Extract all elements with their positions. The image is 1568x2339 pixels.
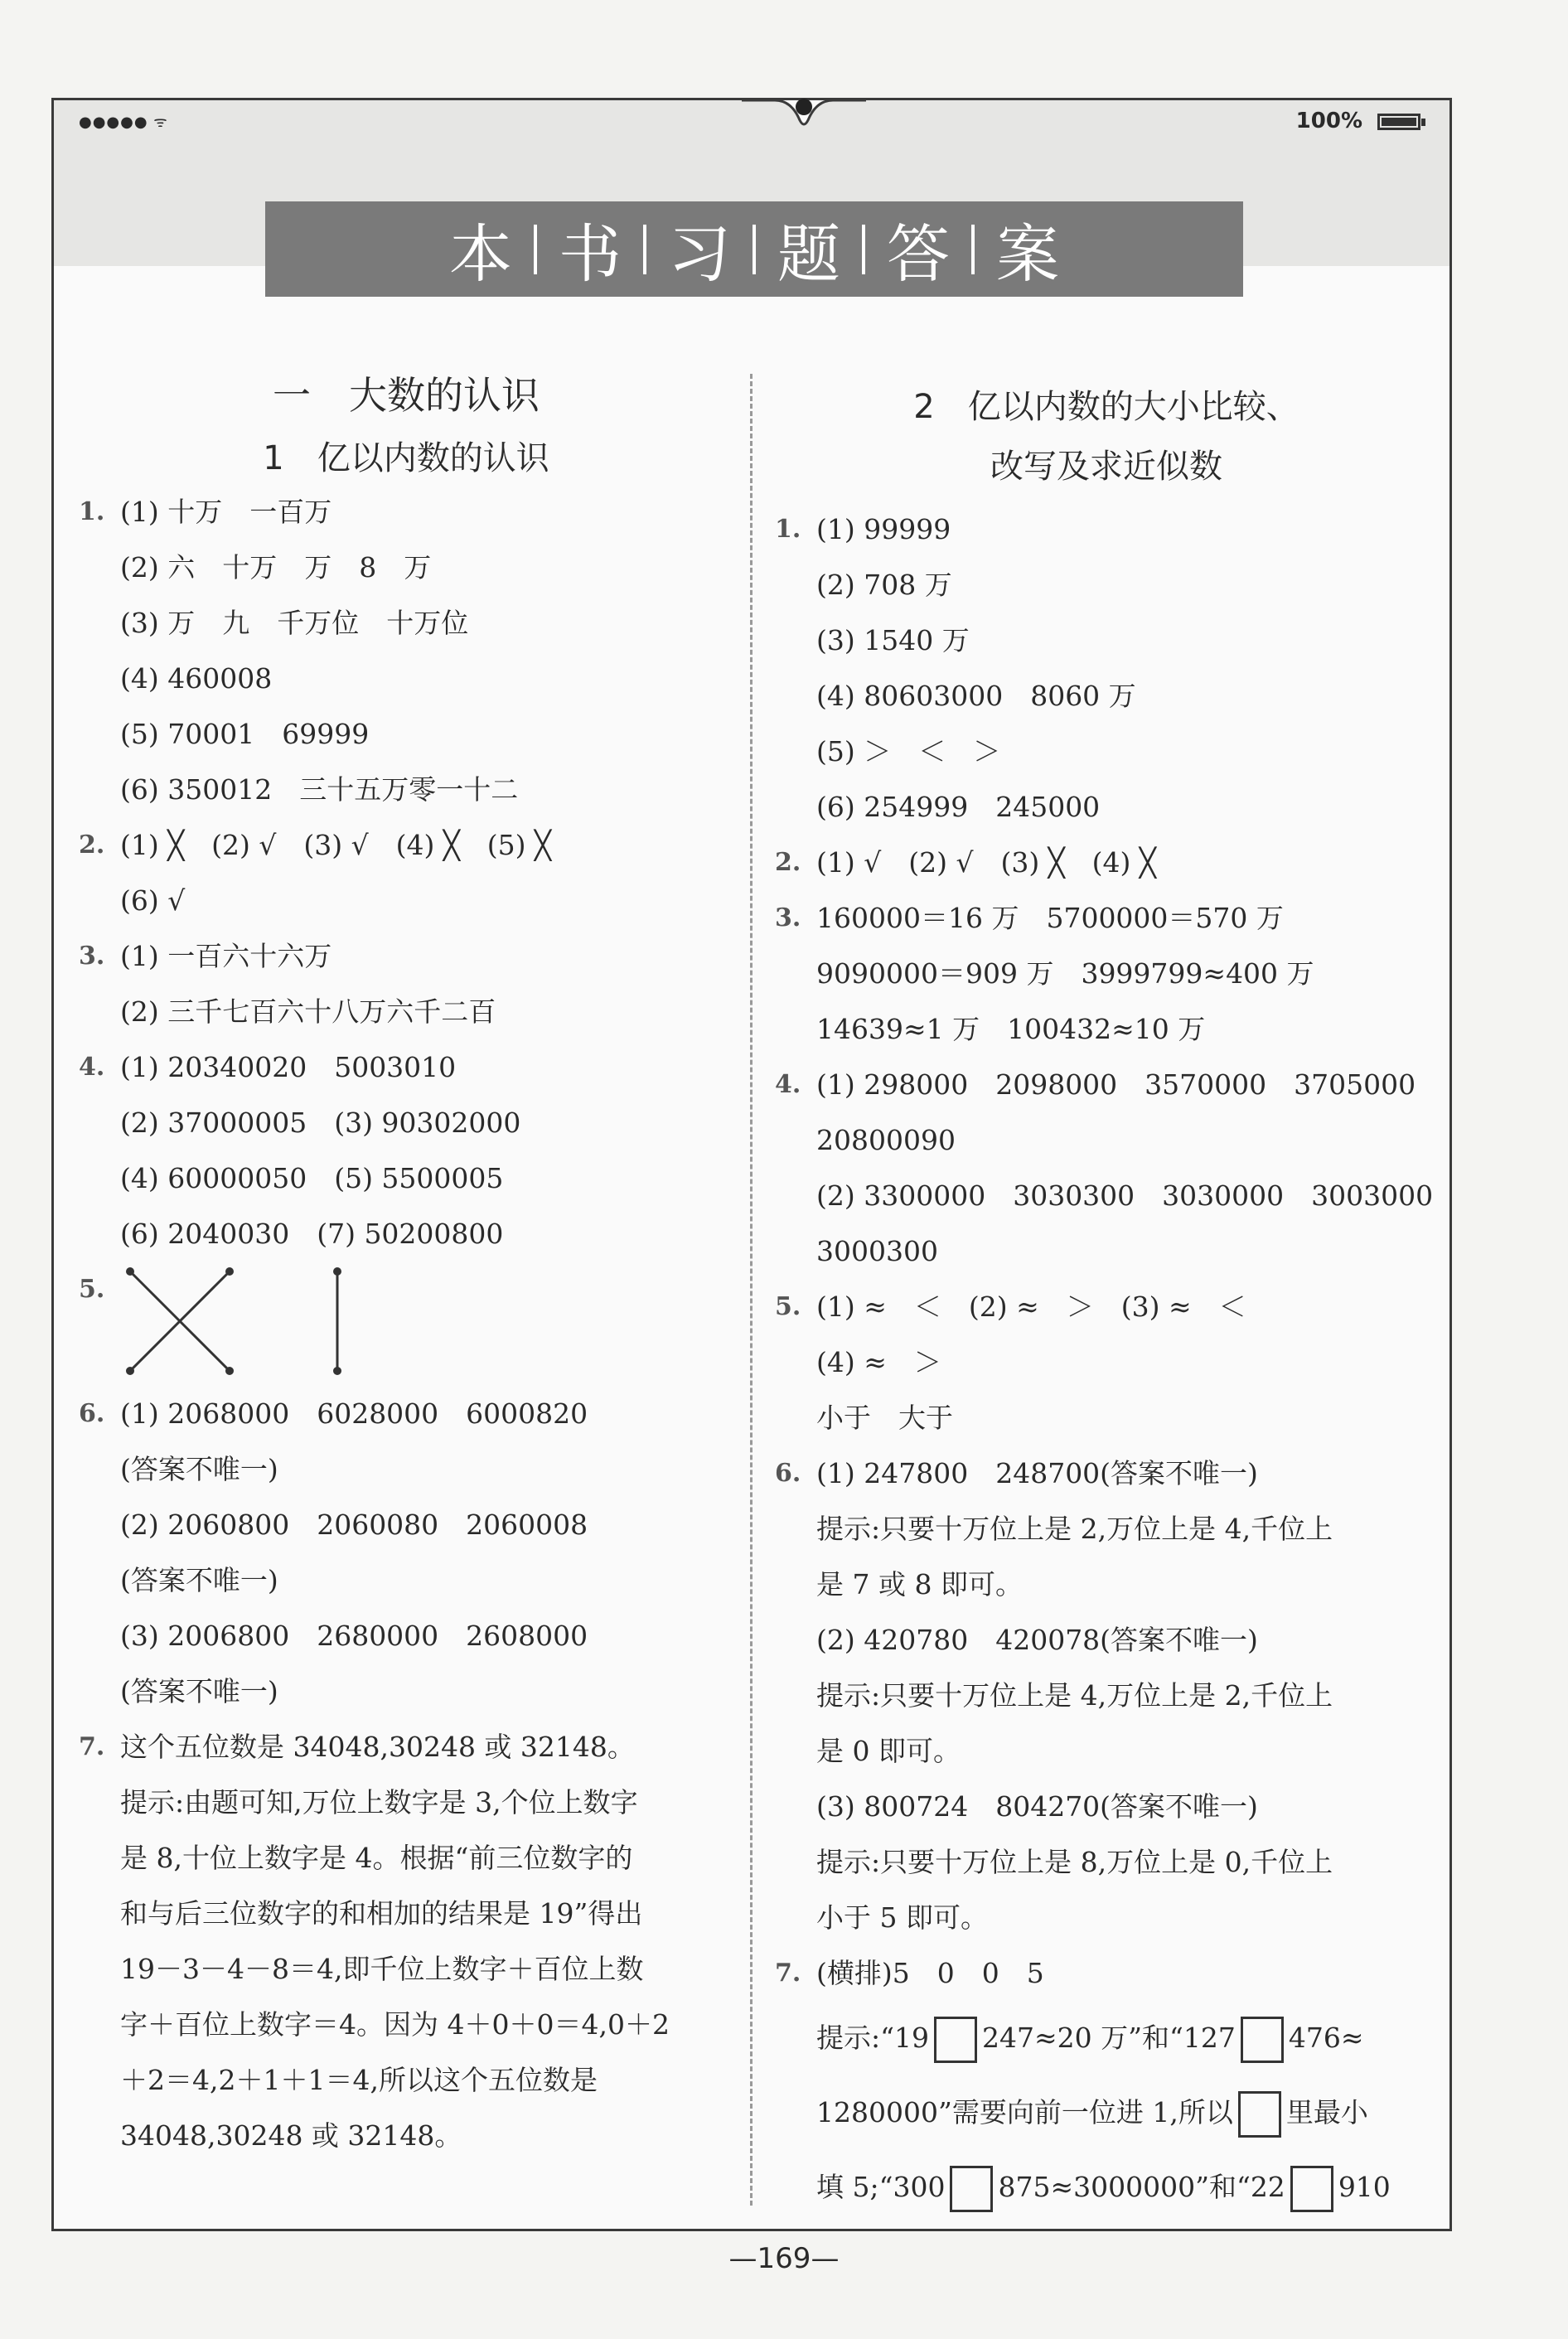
answer-line: 小于 5 即可。 (816, 1901, 988, 1934)
answer-line: (2) 六 十万 万 8 万 (120, 551, 432, 584)
hint-line (816, 2150, 1438, 2225)
hint-text: 里最小 (1285, 2096, 1368, 2128)
question-number: 2. (79, 831, 105, 860)
question-number: 6. (79, 1399, 105, 1428)
answer-line: (2) 2060800 2060080 2060008 (120, 1508, 588, 1541)
blank-box (1241, 2017, 1284, 2063)
question-number: 7. (775, 1959, 801, 1988)
answer-line: (1) 一百六十六万 (120, 940, 332, 972)
answer-line: (4) 60000050 (5) 5500005 (120, 1162, 504, 1194)
answer-line: (答案不唯一) (120, 1564, 278, 1596)
answer-line: 是 0 即可。 (816, 1735, 961, 1767)
hint-text: 910 (1338, 2171, 1391, 2203)
hint-text: 提示:“19 (816, 2022, 929, 2054)
question-number: 5. (775, 1292, 801, 1321)
answer-line: 160000＝16 万 5700000＝570 万 (816, 902, 1284, 934)
answer-line: (1) ≈ ＜ (2) ≈ ＞ (3) ≈ ＜ (816, 1291, 1246, 1323)
question-2 (79, 817, 733, 928)
answer-line: 19－3－4－8＝4,即千位上数字＋百位上数 (120, 1953, 644, 1985)
answer-line: (2) 三千七百六十八万六千二百 (120, 995, 496, 1028)
question-3 (775, 890, 1438, 1057)
question-number: 3. (79, 942, 105, 971)
matching-lines (120, 1262, 402, 1386)
answer-line: (3) 800724 804270(答案不唯一) (816, 1790, 1258, 1823)
signal-icon: ●●●●● ᯤ (79, 114, 168, 131)
question-1 (775, 501, 1438, 835)
column-divider (750, 374, 753, 2206)
question-number: 6. (775, 1459, 801, 1488)
answer-line: (3) 1540 万 (816, 624, 970, 656)
answer-line: (3) 万 九 千万位 十万位 (120, 607, 469, 639)
hint-text: 875≈3000000”和“22 (998, 2171, 1285, 2203)
question-number: 1. (79, 497, 105, 526)
section-title-cont: 改写及求近似数 (990, 448, 1222, 486)
answer-line: (4) 460008 (120, 662, 273, 695)
blank-box (934, 2017, 977, 2063)
hint-line (816, 2001, 1438, 2075)
answer-line: (1) 298000 2098000 3570000 3705000 (816, 1068, 1416, 1101)
battery-icon (1377, 114, 1420, 130)
hint-text: 247≈20 万”和“127 (981, 2022, 1236, 2054)
question-6 (775, 1446, 1438, 1945)
answer-line: 3000300 (816, 1235, 938, 1267)
question-3 (79, 928, 733, 1039)
page-title (265, 201, 1243, 297)
answer-line: (1) 十万 一百万 (120, 496, 332, 528)
answer-line: (2) 420780 420078(答案不唯一) (816, 1624, 1258, 1656)
question-6 (79, 1386, 733, 1719)
title-char: 答 (887, 217, 950, 291)
answer-line: 提示:由题可知,万位上数字是 3,个位上数字 (120, 1786, 638, 1818)
blank-box (1290, 2166, 1333, 2212)
question-2 (775, 835, 1438, 890)
question-number: 5. (79, 1275, 105, 1304)
matching-diagram (120, 1262, 733, 1386)
answer-line: (3) 2006800 2680000 2608000 (120, 1620, 588, 1652)
question-7 (79, 1719, 733, 2163)
answer-line: (6) 350012 三十五万零一十二 (120, 773, 519, 806)
answer-line: (6) √ (120, 884, 186, 917)
answer-line: 是 7 或 8 即可。 (816, 1568, 1023, 1600)
answer-line: 提示:只要十万位上是 4,万位上是 2,千位上 (816, 1679, 1333, 1712)
question-number: 3. (775, 903, 801, 932)
answer-line: (4) 80603000 8060 万 (816, 680, 1136, 712)
question-number: 1. (775, 515, 801, 544)
question-number: 7. (79, 1732, 105, 1761)
left-column (79, 366, 733, 2163)
answer-line: (4) ≈ ＞ (816, 1346, 941, 1378)
answer-line: ＋2＝4,2＋1＋1＝4,所以这个五位数是 (120, 2064, 598, 2096)
page-number: —169— (728, 2242, 840, 2275)
question-number: 4. (775, 1070, 801, 1099)
answer-line: (答案不唯一) (120, 1453, 278, 1485)
answer-line: (1) 20340020 5003010 (120, 1051, 457, 1083)
answer-line: (横排)5 0 0 5 (816, 1957, 1044, 1989)
hint-text: 填 5;“300 (816, 2171, 946, 2203)
battery-percent: 100% (1295, 109, 1362, 133)
question-1 (79, 484, 733, 817)
question-number: 2. (775, 848, 801, 877)
blank-box (950, 2166, 993, 2212)
question-5 (79, 1262, 733, 1386)
answer-line: (1) 99999 (816, 513, 951, 545)
answer-line: (6) 254999 245000 (816, 791, 1101, 823)
question-4 (775, 1057, 1438, 1279)
tablet-frame (51, 98, 1452, 2231)
answer-line: (5) 70001 69999 (120, 718, 370, 750)
hint-text: 1280000”需要向前一位进 1,所以 (816, 2096, 1233, 2128)
answer-line: (2) 708 万 (816, 569, 952, 601)
title-char: 题 (777, 217, 840, 291)
hint-line (816, 2075, 1438, 2150)
answer-line: (1) 247800 248700(答案不唯一) (816, 1457, 1258, 1489)
section-title: 2 亿以内数的大小比较、 (913, 388, 1299, 426)
title-char: 书 (559, 217, 622, 291)
title-char: 本 (449, 217, 512, 291)
answer-line: (6) 2040030 (7) 50200800 (120, 1218, 504, 1250)
section-title: 1 亿以内数的认识 (263, 439, 549, 477)
status-bar (54, 100, 1449, 142)
hint-text: 476≈ (1288, 2022, 1364, 2054)
answer-line: (5) ＞ ＜ ＞ (816, 735, 1001, 768)
answer-line: 14639≈1 万 100432≈10 万 (816, 1013, 1206, 1045)
answer-line: (2) 3300000 3030300 3030000 3003000 (816, 1179, 1434, 1212)
blank-box (1238, 2091, 1281, 2138)
question-5 (775, 1279, 1438, 1446)
question-4 (79, 1039, 733, 1262)
answer-line: (1) ╳ (2) √ (3) √ (4) ╳ (5) ╳ (120, 829, 551, 861)
right-column (775, 366, 1438, 2225)
answer-line: (答案不唯一) (120, 1675, 278, 1707)
answer-line: (1) √ (2) √ (3) ╳ (4) ╳ (816, 846, 1156, 879)
answer-line: 这个五位数是 34048,30248 或 32148。 (120, 1731, 635, 1763)
answer-line: 小于 大于 (816, 1402, 953, 1434)
title-char: 习 (668, 217, 731, 291)
question-number: 4. (79, 1053, 105, 1082)
answer-line: 提示:只要十万位上是 2,万位上是 4,千位上 (816, 1513, 1333, 1545)
answer-line: 和与后三位数字的和相加的结果是 19”得出 (120, 1897, 643, 1930)
answer-line: 20800090 (816, 1124, 956, 1156)
answer-line: (1) 2068000 6028000 6000820 (120, 1397, 588, 1430)
title-char: 案 (996, 217, 1059, 291)
answer-line: 9090000＝909 万 3999799≈400 万 (816, 957, 1314, 990)
answer-line: (2) 37000005 (3) 90302000 (120, 1107, 521, 1139)
question-7 (775, 1945, 1438, 2225)
answer-line: 34048,30248 或 32148。 (120, 2119, 462, 2152)
answer-line: 提示:只要十万位上是 8,万位上是 0,千位上 (816, 1846, 1333, 1878)
answer-line: 是 8,十位上数字是 4。根据“前三位数字的 (120, 1842, 633, 1874)
answer-line: 字＋百位上数字＝4。因为 4＋0＋0＝4,0＋2 (120, 2008, 670, 2041)
chapter-title: 一 大数的认识 (273, 373, 540, 418)
